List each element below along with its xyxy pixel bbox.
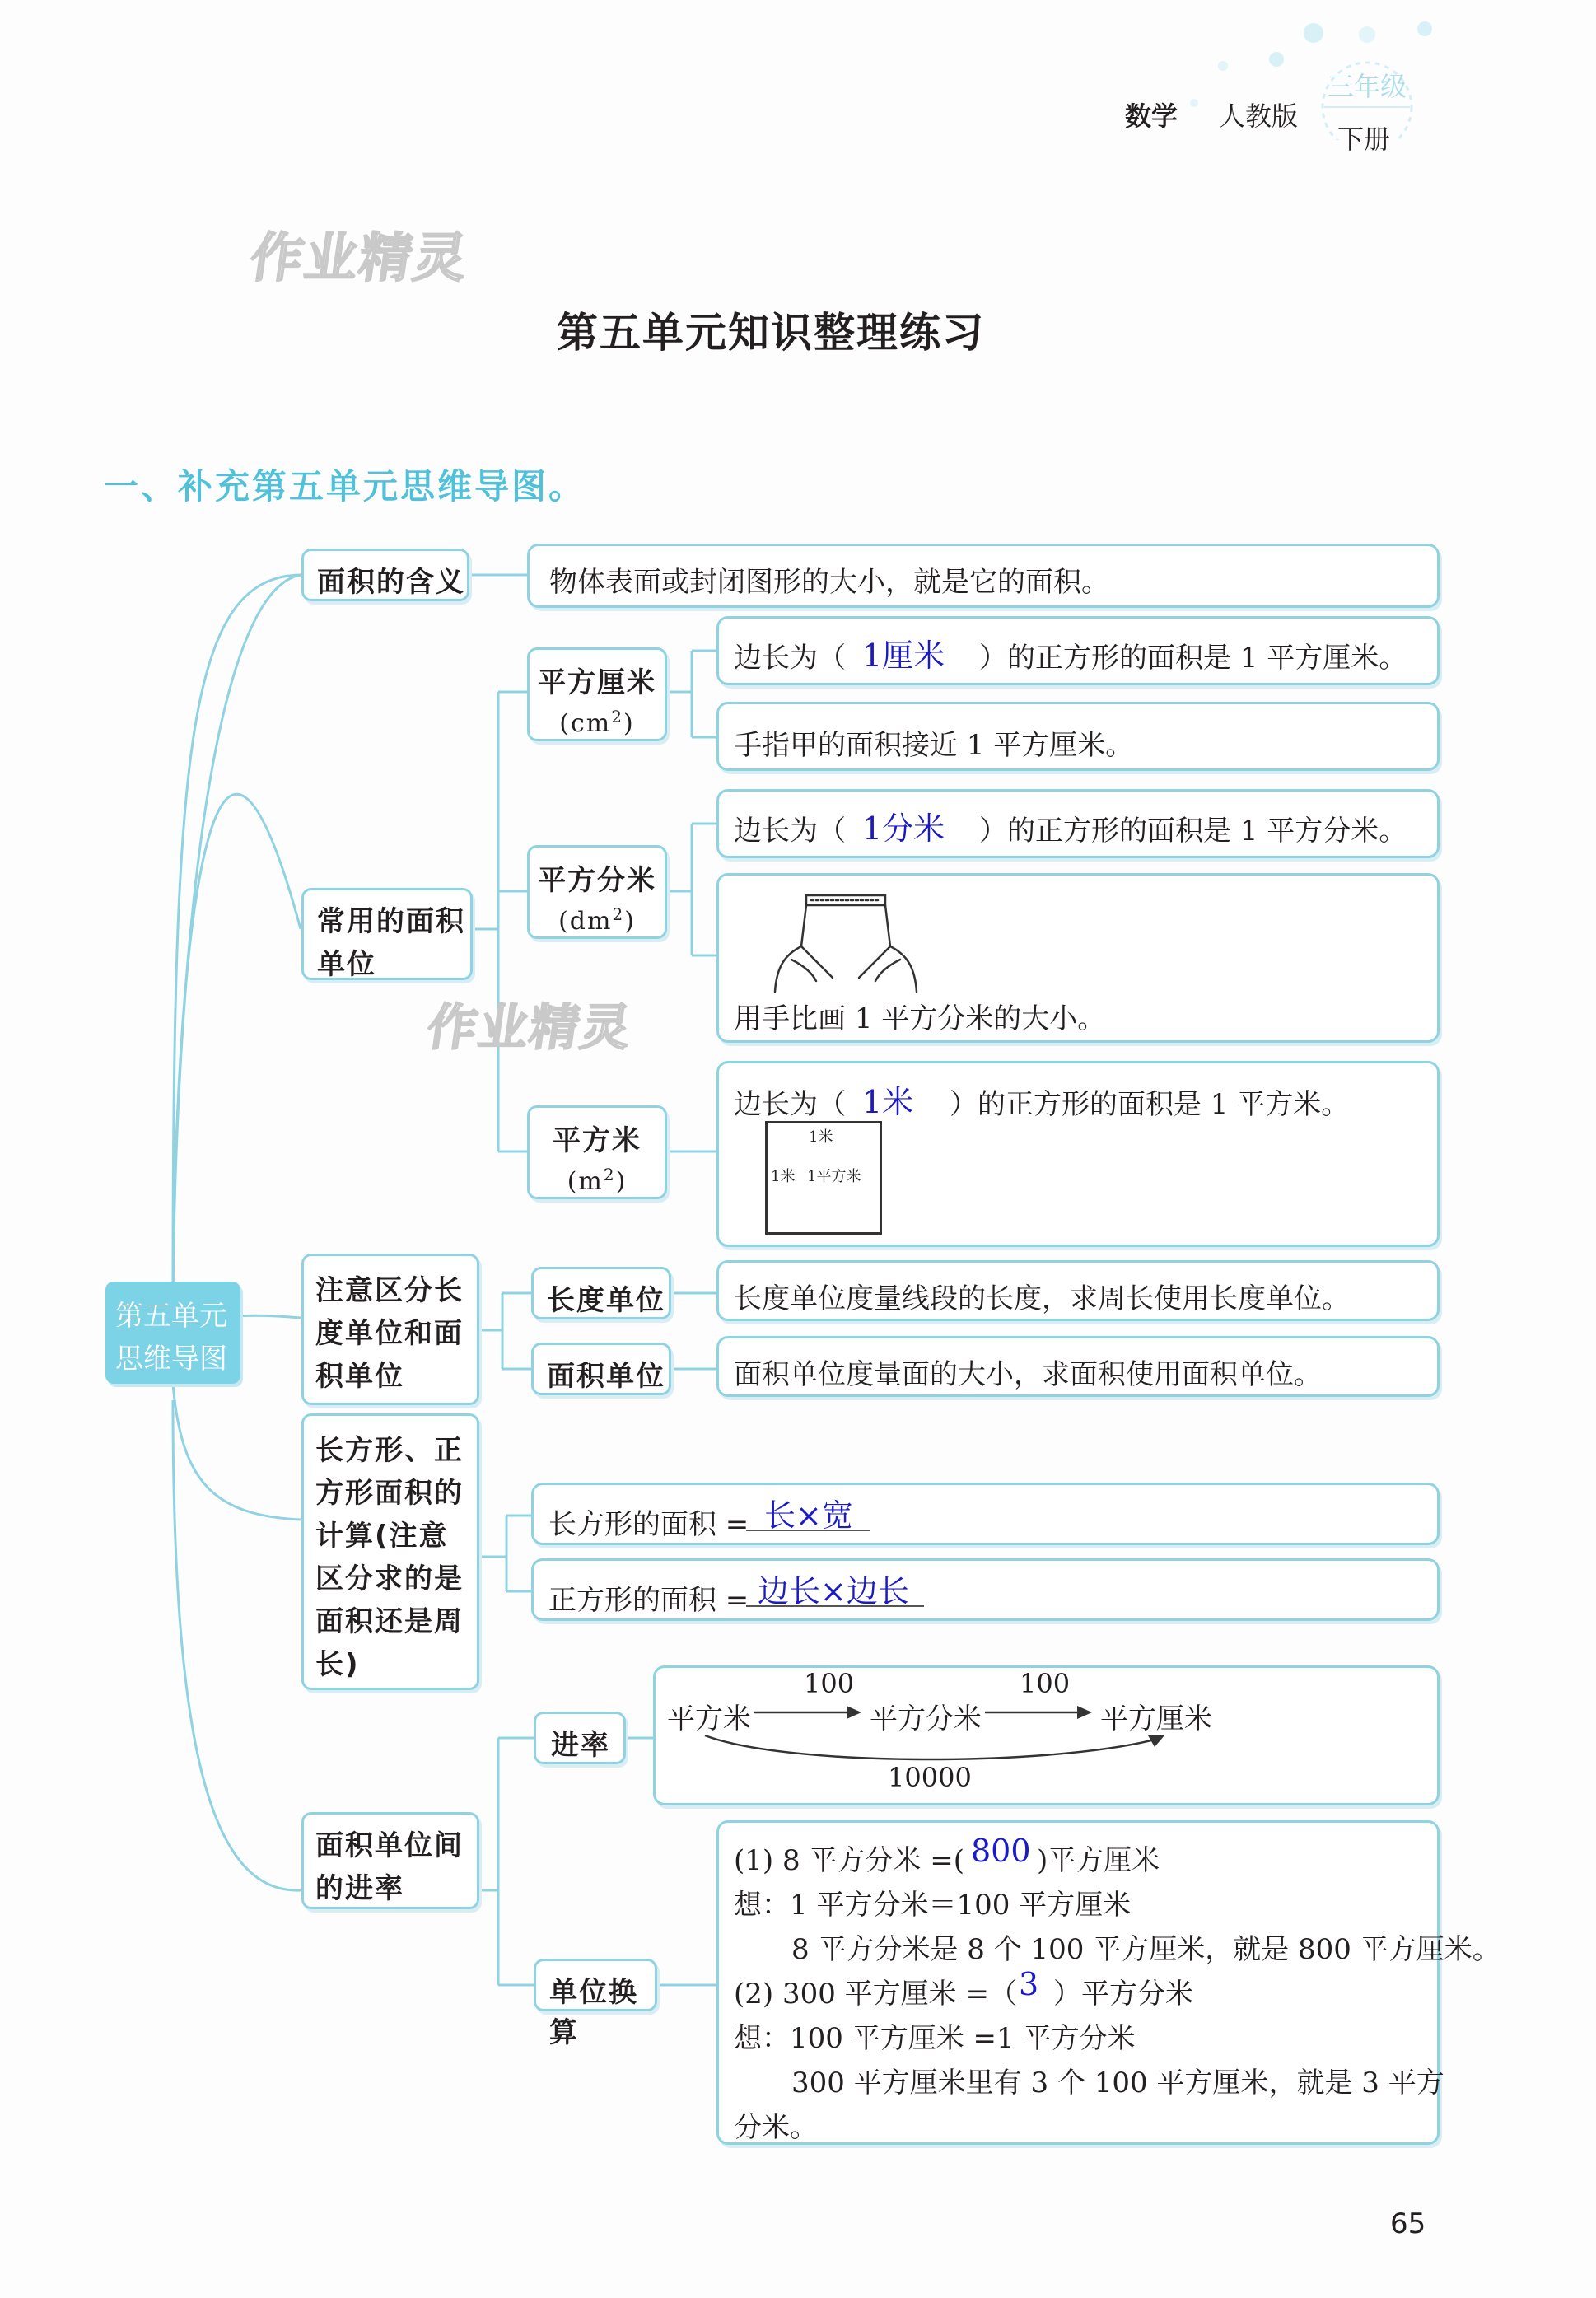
node-common-units-line2: 单位 <box>317 948 376 981</box>
node-formulas-line1: 长方形、正 <box>315 1434 464 1467</box>
cm2-example-text: 手指甲的面积接近 1 平方厘米。 <box>734 729 1134 762</box>
node-formulas-line5: 面积还是周 <box>315 1605 464 1638</box>
square-area-text: 正方形的面积 = <box>548 1584 749 1617</box>
node-dm2-label: 平方分米 <box>538 864 656 897</box>
q2-think-3: 分米。 <box>734 2111 818 2144</box>
node-convert <box>534 1959 657 2049</box>
q2-answer: 3 <box>1019 1966 1039 2002</box>
watermark-top: 作业精灵 <box>245 228 473 289</box>
length-unit-box <box>716 1260 1440 1321</box>
dm2-example-box <box>716 873 1440 1043</box>
q2-think-2: 300 平方厘米里有 3 个 100 平方厘米，就是 3 平方 <box>791 2067 1444 2099</box>
node-cm2-label: 平方厘米 <box>538 666 656 699</box>
rate-value-1: 100 <box>804 1668 855 1699</box>
header-grade: 三年级 <box>1328 71 1407 102</box>
square-area-box <box>531 1558 1440 1621</box>
section-heading: 一、补充第五单元思维导图。 <box>104 466 586 507</box>
q1-prefix: (1) 8 平方分米 =( <box>734 1844 964 1877</box>
node-distinguish <box>301 1254 479 1405</box>
rate-unit-dm2: 平方分米 <box>870 1702 982 1735</box>
node-convert-label: 单位换算 <box>549 1976 638 2049</box>
m2-unit-close: ) <box>615 1167 628 1196</box>
node-dm2-unit <box>530 904 665 936</box>
area-unit-box <box>716 1336 1440 1397</box>
dm2-def-box <box>716 789 1440 858</box>
q2-suffix: ）平方分米 <box>1053 1978 1193 2011</box>
hands-illustration <box>752 889 941 996</box>
header-subject: 数学 <box>1125 100 1178 132</box>
node-distinguish-line2: 度单位和面 <box>315 1317 464 1350</box>
node-cm2 <box>527 647 667 741</box>
rate-value-total: 10000 <box>888 1762 972 1793</box>
q1-think-1: 想：1 平方分米＝100 平方厘米 <box>734 1889 1132 1922</box>
node-area-meaning <box>301 549 469 601</box>
node-m2-unit <box>530 1165 665 1196</box>
node-area-unit-label: 面积单位 <box>547 1360 665 1393</box>
rate-value-2: 100 <box>1020 1668 1071 1699</box>
node-distinguish-line3: 积单位 <box>315 1360 404 1393</box>
area-meaning-box <box>527 544 1440 608</box>
node-m2 <box>527 1105 667 1199</box>
area-meaning-text: 物体表面或封闭图形的大小，就是它的面积。 <box>549 566 1109 599</box>
cm2-def-box <box>716 616 1440 685</box>
page-number: 65 <box>1390 2207 1426 2240</box>
square-left-label: 1米 <box>771 1168 796 1185</box>
node-rates-line2: 的进率 <box>315 1872 404 1905</box>
square-meter-figure <box>765 1121 882 1235</box>
root-label-line1: 第五单元 <box>115 1300 227 1333</box>
node-formulas <box>301 1413 479 1690</box>
cm2-example-box <box>716 702 1440 771</box>
root-label-line2: 思维导图 <box>115 1343 227 1376</box>
rate-unit-cm2: 平方厘米 <box>1100 1702 1212 1735</box>
convert-box <box>716 1820 1500 2145</box>
m2-def-suffix: ）的正方形的面积是 1 平方米。 <box>950 1088 1350 1121</box>
node-area-meaning-label: 面积的含义 <box>317 566 465 599</box>
node-length-unit <box>531 1267 671 1319</box>
node-common-units-line1: 常用的面积 <box>317 905 465 938</box>
q1-answer: 800 <box>971 1833 1031 1869</box>
node-length-unit-label: 长度单位 <box>547 1284 665 1317</box>
m2-unit-base: (m <box>567 1167 604 1196</box>
cm2-unit-exp: 2 <box>611 707 623 726</box>
root-node <box>105 1282 240 1384</box>
node-m2-label: 平方米 <box>553 1124 642 1157</box>
header-volume: 下册 <box>1337 124 1391 155</box>
dm2-def-prefix: 边长为（ <box>734 815 846 848</box>
dm2-def-answer: 1分米 <box>862 810 945 847</box>
q1-suffix: )平方厘米 <box>1037 1844 1160 1877</box>
node-common-units <box>301 888 473 980</box>
rect-area-box <box>531 1483 1440 1545</box>
rate-box <box>653 1665 1440 1805</box>
square-top-label: 1米 <box>809 1128 833 1146</box>
dm2-unit-base: (dm <box>558 907 613 936</box>
node-area-unit <box>531 1343 671 1395</box>
q1-think-2: 8 平方分米是 8 个 100 平方厘米，就是 800 平方厘米。 <box>791 1933 1500 1966</box>
rect-area-text: 长方形的面积 = <box>548 1508 749 1541</box>
cm2-def-suffix: ）的正方形的面积是 1 平方厘米。 <box>979 642 1407 675</box>
node-formulas-line3: 计算(注意 <box>315 1520 449 1553</box>
header-edition: 人教版 <box>1219 100 1299 132</box>
node-rates-line1: 面积单位间 <box>315 1829 464 1862</box>
node-formulas-line6: 长) <box>315 1648 360 1681</box>
node-rate <box>534 1712 626 1764</box>
q2-think-1: 想：100 平方厘米 =1 平方分米 <box>734 2022 1136 2055</box>
cm2-def-prefix: 边长为（ <box>734 642 846 675</box>
q2-prefix: (2) 300 平方厘米 =（ <box>734 1978 1017 2011</box>
m2-def-box <box>716 1061 1440 1247</box>
dm2-def-suffix: ）的正方形的面积是 1 平方分米。 <box>979 815 1407 848</box>
area-unit-text: 面积单位度量面的大小，求面积使用面积单位。 <box>734 1358 1322 1391</box>
length-unit-text: 长度单位度量线段的长度，求周长使用长度单位。 <box>734 1282 1350 1315</box>
cm2-def-answer: 1厘米 <box>862 638 945 674</box>
node-rate-label: 进率 <box>551 1729 610 1762</box>
rate-unit-m2: 平方米 <box>667 1702 751 1735</box>
m2-unit-exp: 2 <box>603 1165 616 1184</box>
dm2-unit-close: ) <box>624 907 636 936</box>
watermark-mid: 作业精灵 <box>423 999 637 1057</box>
node-cm2-unit <box>530 707 665 738</box>
node-distinguish-line1: 注意区分长 <box>315 1274 464 1307</box>
m2-def-prefix: 边长为（ <box>734 1088 846 1121</box>
rate-arrows <box>656 1668 1232 1775</box>
node-rates <box>301 1812 479 1909</box>
square-center-label: 1平方米 <box>807 1168 861 1185</box>
square-area-answer: 边长×边长 <box>758 1573 909 1609</box>
dm2-example-text: 用手比画 1 平方分米的大小。 <box>734 1002 1106 1035</box>
node-formulas-line4: 区分求的是 <box>315 1562 464 1595</box>
cm2-unit-base: (cm <box>559 709 612 738</box>
cm2-unit-close: ) <box>623 709 635 738</box>
dm2-unit-exp: 2 <box>612 904 625 924</box>
rect-area-answer: 长×宽 <box>764 1497 853 1534</box>
node-dm2 <box>527 845 667 939</box>
node-formulas-line2: 方形面积的 <box>315 1477 464 1510</box>
page-title: 第五单元知识整理练习 <box>557 308 985 357</box>
m2-def-answer: 1米 <box>862 1084 914 1120</box>
